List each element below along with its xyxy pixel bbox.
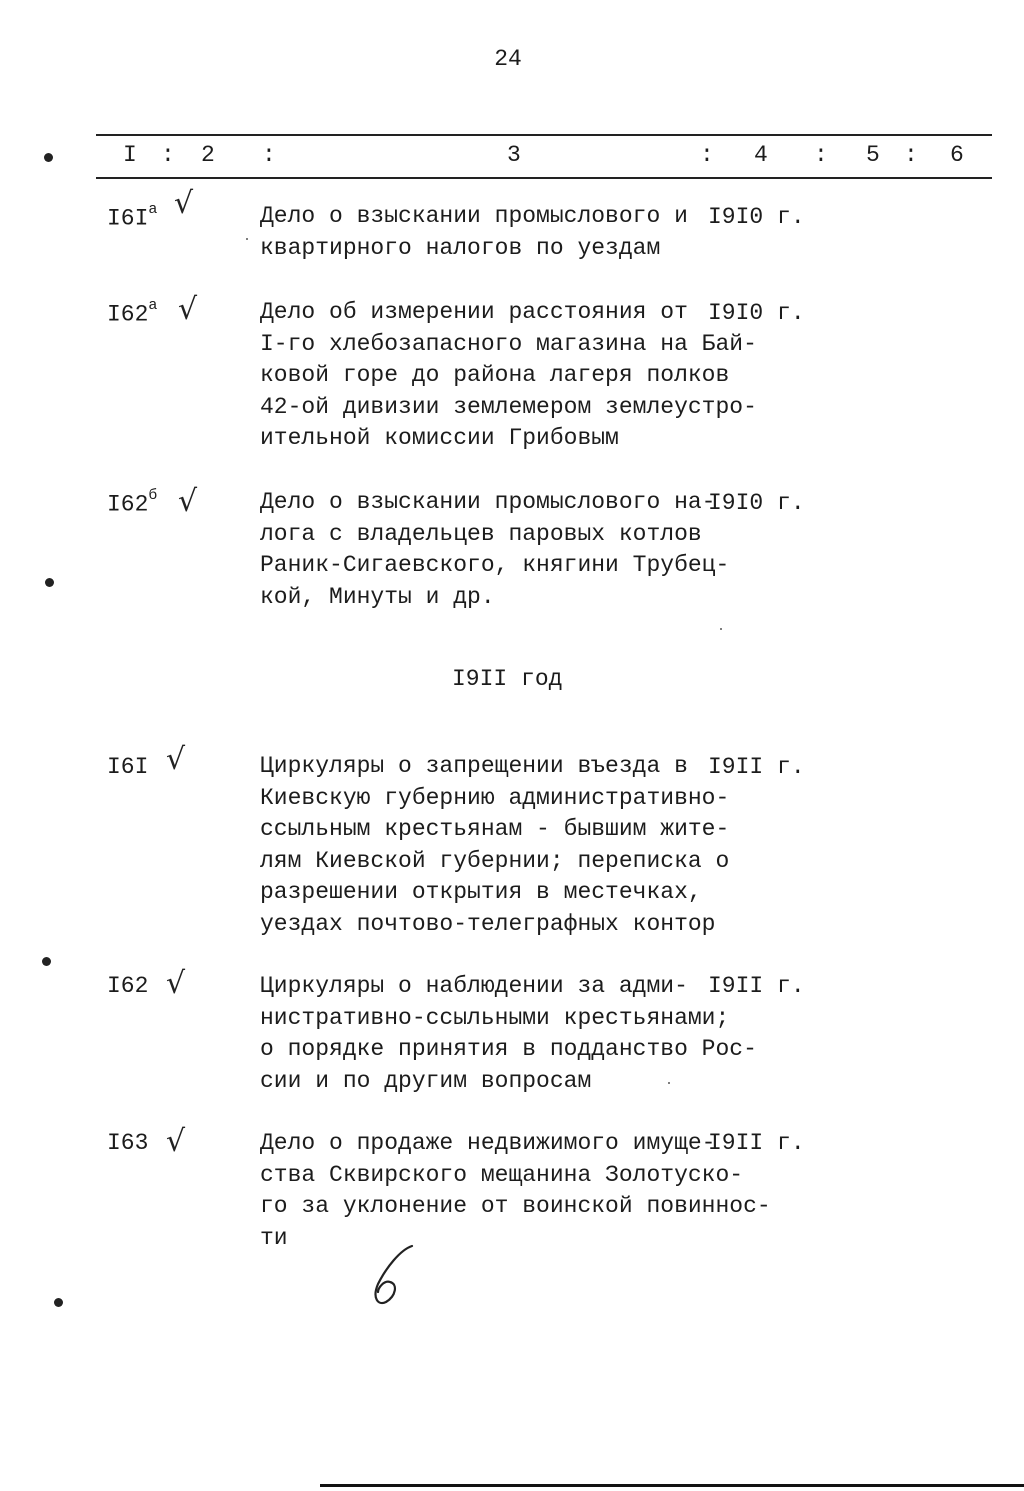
checkmark-icon: √ — [166, 966, 186, 1001]
entry-number: I62 — [107, 973, 149, 999]
description-line: Дело о взыскании промыслового и — [260, 203, 688, 229]
description-line: 42-ой дивизии землемером землеустро- — [260, 393, 757, 420]
description-line: Дело об измерении расстояния от — [260, 299, 688, 325]
description-line: сии и по другим вопросам — [260, 1067, 592, 1094]
description-line: лога с владельцев паровых котлов — [260, 520, 702, 547]
header-col-2: 2 — [201, 142, 215, 168]
scan-edge-line — [320, 1484, 1024, 1487]
binding-hole — [42, 957, 51, 966]
description-line: нистративно-ссыльными крестьянами; — [260, 1004, 730, 1031]
handwritten-number — [364, 1240, 424, 1310]
checkmark-icon: √ — [174, 186, 194, 221]
page-number: 24 — [494, 46, 522, 72]
entry-suffix: а — [148, 297, 158, 314]
entry-number: I63 — [107, 1130, 149, 1156]
description-line: I-го хлебозапасного магазина на Бай- — [260, 330, 757, 357]
entry-date: I9I0 г. — [708, 490, 805, 516]
entry-description — [260, 487, 730, 613]
header-col-6: 6 — [950, 142, 964, 168]
entry-description — [260, 201, 730, 264]
entry-date: I9I0 г. — [708, 300, 805, 326]
checkmark-icon: √ — [166, 742, 186, 777]
description-line: Раник-Сигаевского, княгини Трубец- — [260, 552, 730, 578]
checkmark-icon: √ — [178, 292, 198, 327]
section-heading: I9II год — [452, 666, 563, 692]
entry-date: I9I0 г. — [708, 204, 805, 230]
entry-suffix: б — [148, 487, 158, 504]
description-line: ковой горе до района лагеря полков — [260, 362, 730, 388]
paper-speck — [720, 628, 722, 630]
description-line: Дело о взыскании промыслового на- — [260, 489, 716, 515]
description-line: разрешении открытия в местечках, — [260, 879, 702, 905]
entry-number: $I62^б$ — [107, 487, 158, 518]
binding-hole — [45, 578, 54, 587]
description-line: Циркуляры о запрещении въезда в — [260, 753, 688, 779]
header-sep-2: : — [262, 142, 276, 168]
binding-hole — [54, 1298, 63, 1307]
paper-speck — [668, 1082, 670, 1084]
header-col-3: 3 — [507, 142, 521, 168]
header-col-5: 5 — [866, 142, 880, 168]
header-sep-1: : — [161, 142, 175, 168]
description-line: лям Киевской губернии; переписка о — [260, 847, 730, 874]
checkmark-icon: √ — [178, 484, 198, 519]
binding-hole — [44, 153, 53, 162]
paper-speck — [246, 238, 248, 240]
checkmark-icon: √ — [166, 1124, 186, 1159]
table-header-bottom-rule — [96, 177, 992, 179]
description-line: ти — [260, 1224, 288, 1251]
entry-number: $I6I^а$ — [107, 201, 158, 232]
table-header-top-rule — [96, 134, 992, 136]
header-sep-5: : — [904, 142, 918, 168]
entry-date: I9II г. — [708, 1130, 805, 1156]
entry-description — [260, 751, 730, 940]
entry-number: $I62^а$ — [107, 297, 158, 328]
description-line: о порядке принятия в подданство Рос- — [260, 1036, 757, 1062]
entry-date: I9II г. — [708, 973, 805, 999]
header-sep-4: : — [814, 142, 828, 168]
description-line: го за уклонение от воинской повиннос- — [260, 1193, 771, 1219]
description-line: Дело о продаже недвижимого имуще- — [260, 1130, 716, 1156]
description-line: ссыльным крестьянам - бывшим жите- — [260, 816, 730, 842]
description-line: Циркуляры о наблюдении за адми- — [260, 973, 688, 999]
description-line: Киевскую губернию административно- — [260, 784, 730, 811]
header-sep-3: : — [700, 142, 714, 168]
entry-number: I6I — [107, 754, 149, 780]
header-col-1: I — [123, 142, 137, 168]
description-line: уездах почтово-телеграфных контор — [260, 910, 716, 937]
entry-date: I9II г. — [708, 754, 805, 780]
header-col-4: 4 — [754, 142, 768, 168]
entry-suffix: а — [148, 201, 158, 218]
description-line: ительной комиссии Грибовым — [260, 425, 619, 451]
description-line: кой, Минуты и др. — [260, 583, 495, 610]
description-line: квартирного налогов по уездам — [260, 234, 661, 261]
description-line: ства Сквирского мещанина Золотуско- — [260, 1161, 744, 1188]
